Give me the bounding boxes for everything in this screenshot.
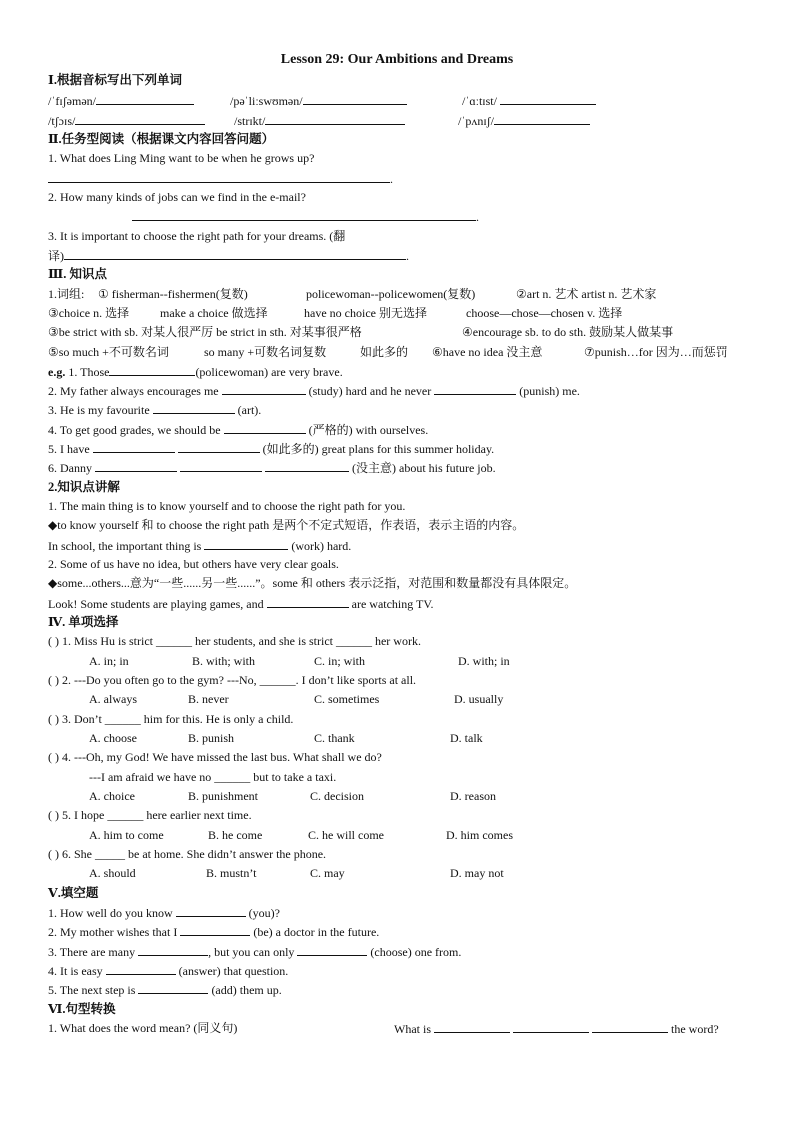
example-1: e.g. 1. Those (policewoman) are very brave. [48, 365, 343, 379]
mc-question-1: ( ) 1. Miss Hu is strict ______ her students, and she is strict ______ her work. [48, 634, 421, 648]
reading-question-2: 2. How many kinds of jobs can we find in the e-mail? [48, 190, 306, 204]
option-a[interactable]: A. him to come [89, 828, 164, 842]
answer-line-3[interactable]: 译) . [48, 249, 409, 263]
option-a[interactable]: A. always [89, 692, 137, 706]
answer-blank[interactable] [75, 112, 205, 125]
phonetic-fisherman: /ˈfɪʃəmən/ [48, 94, 96, 108]
option-c[interactable]: C. in; with [314, 654, 366, 668]
option-d[interactable]: D. him comes [446, 828, 513, 842]
explain-practice-1: In school, the important thing is (work) hard. [48, 539, 352, 553]
option-c[interactable]: C. decision [310, 789, 364, 803]
example-2: 2. My father always encourages me (study) hard and he never (punish) me. [48, 384, 580, 398]
option-d[interactable]: D. usually [454, 692, 504, 706]
fill-question-5: 5. The next step is (add) them up. [48, 983, 282, 997]
mc-question-4-line-2: ---I am afraid we have no ______ but to take a taxi. [89, 770, 337, 784]
section-5-heading: Ⅴ.填空题 [48, 886, 99, 900]
explain-sentence-2: 2. Some of us have no idea, but others have very clear goals. [48, 557, 339, 571]
option-b[interactable]: B. he come [208, 828, 263, 842]
option-b[interactable]: B. mustn’t [206, 866, 257, 880]
phonetic-choice: /tʃɔɪs/ [48, 114, 76, 128]
explain-sentence-1: 1. The main thing is to know yourself and to choose the right path for you. [48, 499, 406, 513]
example-6: 6. Danny (没主意) about his future job. [48, 461, 496, 475]
answer-line-2[interactable]: . [132, 208, 479, 225]
answer-blank[interactable] [494, 112, 590, 125]
explain-note-2: ◆some...others...意为“一些......另一些......”。some 和 others 表示泛指，对范围和数量都没有具体限定。 [48, 576, 577, 590]
option-a[interactable]: A. choice [89, 789, 135, 803]
mc-question-5: ( ) 5. I hope ______ here earlier next time. [48, 808, 252, 822]
mc-question-4: ( ) 4. ---Oh, my God! We have missed the last bus. What shall we do? [48, 750, 382, 764]
option-d[interactable]: D. talk [450, 731, 483, 745]
answer-blank[interactable] [96, 92, 194, 105]
phonetic-artist: /ˈɑːtɪst/ [462, 94, 497, 108]
phonetic-punish: /ˈpʌnɪʃ/ [458, 114, 494, 128]
example-5: 5. I have (如此多的) great plans for this summer holiday. [48, 442, 495, 456]
option-a[interactable]: A. should [89, 866, 136, 880]
option-d[interactable]: D. with; in [458, 654, 510, 668]
explain-practice-2: Look! Some students are playing games, and are watching TV. [48, 597, 434, 611]
answer-line-1[interactable]: . [48, 170, 393, 187]
option-a[interactable]: A. in; in [89, 654, 129, 668]
reading-question-3: 3. It is important to choose the right path for your dreams. (翻 [48, 229, 346, 243]
option-d[interactable]: D. reason [450, 789, 496, 803]
section-3-heading: Ⅲ. 知识点 [48, 267, 107, 281]
option-b[interactable]: B. never [188, 692, 229, 706]
subsection-2-heading: 2.知识点讲解 [48, 480, 120, 494]
option-c[interactable]: C. may [310, 866, 345, 880]
phonetic-policewoman: /pəˈliːswʊmən/ [230, 94, 303, 108]
fill-question-4: 4. It is easy (answer) that question. [48, 964, 289, 978]
section-4-heading: Ⅳ. 单项选择 [48, 615, 119, 629]
mc-question-6: ( ) 6. She _____ be at home. She didn’t answer the phone. [48, 847, 327, 861]
fill-question-1: 1. How well do you know (you)? [48, 906, 280, 920]
mc-question-3: ( ) 3. Don’t ______ him for this. He is only a child. [48, 712, 294, 726]
reading-question-1: 1. What does Ling Ming want to be when he grows up? [48, 151, 315, 165]
option-b[interactable]: B. punish [188, 731, 235, 745]
option-b[interactable]: B. with; with [192, 654, 256, 668]
option-c[interactable]: C. thank [314, 731, 355, 745]
page-title: Lesson 29: Our Ambitions and Dreams [280, 52, 514, 67]
option-c[interactable]: C. sometimes [314, 692, 380, 706]
section-2-heading: Ⅱ.任务型阅读（根据课文内容回答问题） [48, 132, 275, 146]
phonetic-strict: /strɪkt/ [234, 114, 266, 128]
option-a[interactable]: A. choose [89, 731, 137, 745]
option-b[interactable]: B. punishment [188, 789, 259, 803]
explain-note-1: ◆to know yourself 和 to choose the right path 是两个不定式短语，作表语，表示主语的内容。 [48, 518, 525, 532]
section-1-heading: Ⅰ.根据音标写出下列单词 [48, 73, 182, 87]
answer-blank[interactable] [500, 92, 596, 105]
worksheet-page: Lesson 29: Our Ambitions and Dreams Ⅰ.根据音标写出下列单词 /ˈfɪʃəmən/ /pəˈliːswʊmən/ /ˈɑːtɪst/ /tʃɔɪs/ /strɪkt/ /ˈpʌnɪʃ/ Ⅱ.任务型阅读（根据课文内容回答问题） 1. What does Ling Ming want to be when he grows up? . 2. How many kinds of jobs can we find in the e-mail? . 3. It is important to choose the right path for your dreams. (翻 译) . Ⅲ. 知识点 1.词组: ① fisherman--fishermen(复数) policewoman--policewomen(复数) ②art n. 艺术 artist n. 艺术家 ③choice n. 选择 make a choice 做选择 have no choice 别无选择 choose—chose—chosen v. 选择 ③be strict with sb. 对某人很严厉 be strict in sth. 对某事很严格 ④encourage sb. to do sth. 鼓励某人做某事 ⑤so much +不可数名词 so many +可数名词复数 如此多的 ⑥have no idea 没主意 ⑦punish…for 因为…而惩罚 e.g. 1. Those (policewoman) are very brave. 2. My father always encourages me (study) hard and he never (punish) me. 3. He is my favourite (art). 4. To get good grades, we should be (严格的) with ourselves. 5. I have (如此多的) great plans for this summer holiday. 6. Danny (没主意) about his future job. 2.知识点讲解 1. The main thing is to know yourself and to choose the right path for you. ◆to know yourself 和 to choose the right path 是两个不定式短语，作表语，表示主语的内容。 In school, the important thing is (work) hard. 2. Some of us have no idea, but others have very clear goals. ◆some...others...意为“一些......另一些......”。some 和 others 表示泛指，对范围和数量都没有具体限定。 Look! Some students are playing games, and are watching TV. Ⅳ. 单项选择 ( ) 1. Miss Hu is strict ______ her students, and she is strict ______ her work. A. in; in B. with; with C. in; with D. with; in ( ) 2. ---Do you often go to the gym? ---No, ______. I don’t like sports at all. A. always B. never C. sometimes D. usually ( ) 3. Don’t ______ him for this. He is only a child. A. choose B. punish C. thank D. talk ( ) 4. ---Oh, my God! We have missed the last bus. What shall we do? ---I am afraid we have no ______ but to take a taxi. A. choice B. punishment C. decision D. reason ( ) 5. I hope ______ here earlier next time. A. him to come B. he come C. he will come D. him comes ( ) 6. She _____ be at home. She didn’t answer the phone. A. should B. mustn’t C. may D. may not Ⅴ.填空题 1. How well do you know (you)? 2. My mother wishes that I (be) a doctor in the future. 3. There are many , but you can only (choose) one from. 4. It is easy (answer) that question. 5. The next step is (add) them up. Ⅵ.句型转换 1. What does the word mean? (同义句) What is the word? [0, 0, 794, 1123]
fill-question-3: 3. There are many , but you can only (choose) one from. [48, 945, 462, 959]
fill-question-2: 2. My mother wishes that I (be) a doctor in the future. [48, 925, 380, 939]
answer-blank[interactable] [265, 112, 405, 125]
option-d[interactable]: D. may not [450, 866, 504, 880]
example-3: 3. He is my favourite (art). [48, 403, 262, 417]
example-4: 4. To get good grades, we should be (严格的) with ourselves. [48, 423, 429, 437]
mc-question-2: ( ) 2. ---Do you often go to the gym? ---No, ______. I don’t like sports at all. [48, 673, 417, 687]
section-6-heading: Ⅵ.句型转换 [48, 1002, 116, 1016]
option-c[interactable]: C. he will come [308, 828, 384, 842]
answer-blank[interactable] [303, 92, 407, 105]
